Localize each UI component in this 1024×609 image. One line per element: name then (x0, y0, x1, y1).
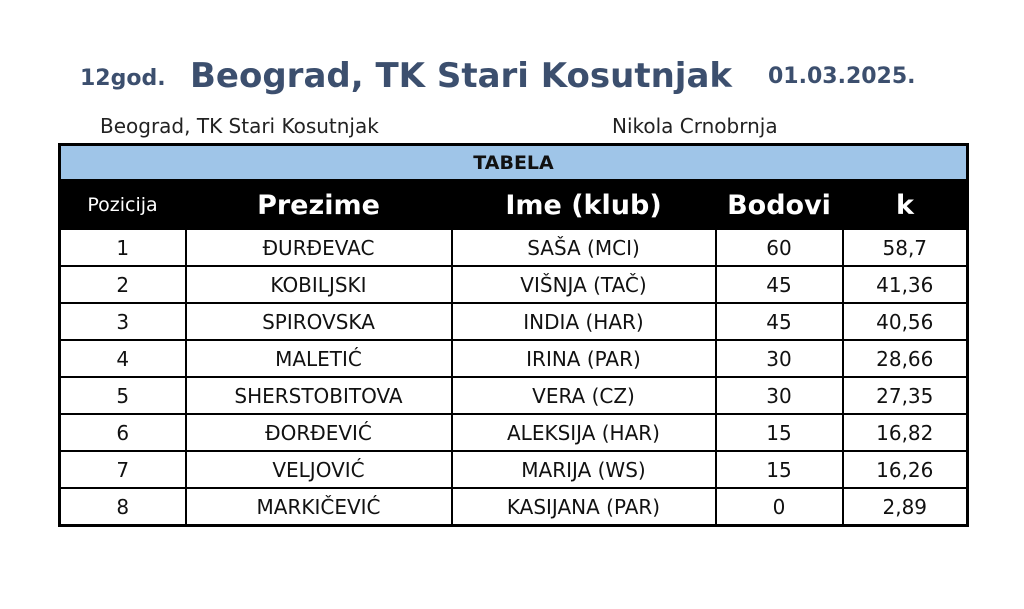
cell-position: 7 (60, 451, 186, 488)
cell-points: 15 (716, 414, 843, 451)
standings-table-wrapper (58, 143, 966, 527)
column-header-surname: Prezime (186, 181, 452, 230)
cell-points: 45 (716, 303, 843, 340)
cell-surname: MARKIČEVIĆ (186, 488, 452, 526)
cell-surname: ĐORĐEVIĆ (186, 414, 452, 451)
cell-k: 58,7 (843, 229, 968, 266)
column-header-position: Pozicija (60, 181, 186, 230)
cell-position: 8 (60, 488, 186, 526)
table-row (60, 377, 968, 414)
cell-name-club: MARIJA (WS) (452, 451, 716, 488)
table-row (60, 414, 968, 451)
venue-label: Beograd, TK Stari Kosutnjak (100, 114, 379, 138)
cell-surname: SPIROVSKA (186, 303, 452, 340)
cell-points: 30 (716, 340, 843, 377)
cell-points: 15 (716, 451, 843, 488)
cell-position: 2 (60, 266, 186, 303)
cell-name-club: SAŠA (MCI) (452, 229, 716, 266)
event-date: 01.03.2025. (768, 64, 916, 89)
column-header-name-club: Ime (klub) (452, 181, 716, 230)
cell-surname: SHERSTOBITOVA (186, 377, 452, 414)
table-caption: TABELA (60, 145, 968, 181)
cell-k: 16,82 (843, 414, 968, 451)
cell-points: 0 (716, 488, 843, 526)
cell-k: 16,26 (843, 451, 968, 488)
cell-name-club: IRINA (PAR) (452, 340, 716, 377)
age-group-label: 12god. (80, 66, 166, 91)
cell-name-club: VIŠNJA (TAČ) (452, 266, 716, 303)
cell-k: 2,89 (843, 488, 968, 526)
cell-position: 5 (60, 377, 186, 414)
cell-name-club: INDIA (HAR) (452, 303, 716, 340)
column-header-k: k (843, 181, 968, 230)
table-row (60, 266, 968, 303)
page-title: Beograd, TK Stari Kosutnjak (190, 56, 733, 96)
cell-name-club: KASIJANA (PAR) (452, 488, 716, 526)
table-row (60, 451, 968, 488)
cell-name-club: ALEKSIJA (HAR) (452, 414, 716, 451)
column-header-row (60, 181, 968, 230)
cell-surname: ĐURĐEVAC (186, 229, 452, 266)
cell-position: 6 (60, 414, 186, 451)
cell-surname: MALETIĆ (186, 340, 452, 377)
cell-k: 41,36 (843, 266, 968, 303)
cell-position: 4 (60, 340, 186, 377)
cell-points: 60 (716, 229, 843, 266)
column-header-points: Bodovi (716, 181, 843, 230)
cell-points: 45 (716, 266, 843, 303)
table-row (60, 488, 968, 526)
cell-points: 30 (716, 377, 843, 414)
cell-surname: VELJOVIĆ (186, 451, 452, 488)
cell-k: 28,66 (843, 340, 968, 377)
cell-name-club: VERA (CZ) (452, 377, 716, 414)
cell-position: 1 (60, 229, 186, 266)
table-row (60, 303, 968, 340)
table-row (60, 340, 968, 377)
cell-k: 27,35 (843, 377, 968, 414)
standings-table (58, 143, 969, 527)
table-row (60, 229, 968, 266)
cell-surname: KOBILJSKI (186, 266, 452, 303)
cell-k: 40,56 (843, 303, 968, 340)
referee-label: Nikola Crnobrnja (612, 114, 778, 138)
cell-position: 3 (60, 303, 186, 340)
